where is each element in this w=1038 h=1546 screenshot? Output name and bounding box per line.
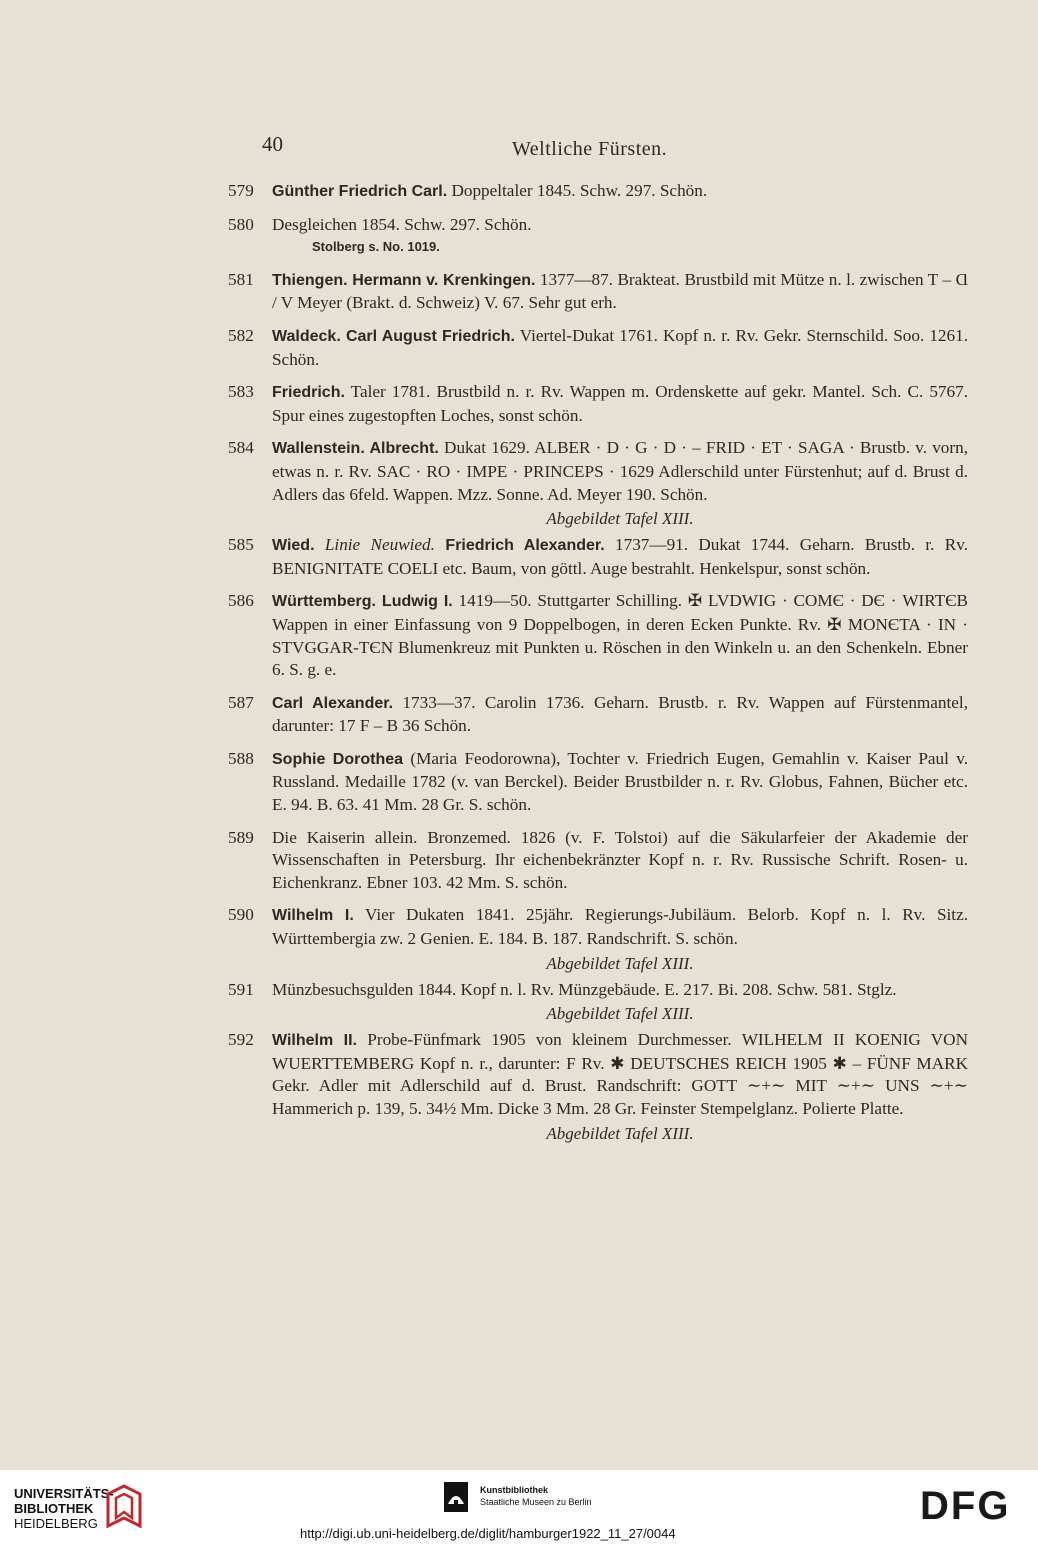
ub-logo-line-1: UNIVERSITÄTS- <box>14 1486 114 1501</box>
entry-body <box>272 904 968 950</box>
entry-text: Münzbesuchsgulden 1844. Kopf n. l. Rv. Münzgebäude. E. 217. Bi. 208. Schw. 581. Stglz. <box>272 979 897 999</box>
entry-text: Die Kaiserin allein. Bronzemed. 1826 (v. F. Tolstoi) auf die Säkularfeier der Akademie der Wissenschaften in Petersburg. Ihr eichenbekränzter Kopf n. r. Rv. Russische Schrift. Rosen- u. Eichenkranz. Ebner 103. 42 Mm. S. schön. <box>272 827 968 892</box>
running-title: Weltliche Fürsten. <box>512 138 668 160</box>
plate-reference: Abgebildet Tafel XIII. <box>546 1123 694 1143</box>
catalog-entry <box>228 590 968 681</box>
plate-reference: Abgebildet Tafel XIII. <box>546 1004 694 1024</box>
ub-heidelberg-logo[interactable] <box>14 1486 114 1531</box>
entry-heading: Thiengen. Hermann v. Krenkingen. <box>272 271 536 289</box>
entry-gap <box>228 261 968 269</box>
entry-body <box>272 214 968 259</box>
entry-number: 583 <box>228 382 254 402</box>
entry-body <box>272 269 968 315</box>
entry-number: 580 <box>228 214 254 234</box>
catalog-entry <box>228 214 968 259</box>
entry-heading: Wilhelm II. <box>272 1032 357 1050</box>
entry-text: (Maria Feodorowna), Tochter v. Friedrich Eugen, Gemahlin v. Kaiser Paul v. Russland. Medaille 1782 (v. van Berckel). Beider Brustbilder n. r. Rv. Globus, Fahnen, Bücher etc. E. 94. B. 63. 41 Mm. 28 Gr. S. schön. <box>272 748 968 815</box>
catalog-entry <box>228 1029 968 1120</box>
footer-bar <box>0 1470 1038 1546</box>
entry-heading-2: Friedrich Alexander. <box>434 537 605 555</box>
entry-text: Probe-Fünfmark 1905 von kleinem Durchmesser. WILHELM II KOENIG VON WUERTTEMBERG Kopf n. r., darunter: F Rv. ✱ DEUTSCHES REICH 1905 ✱ – FÜNF MARK Gekr. Adler mit Adlerschild auf d. Brust. Randschrift: GOTT ∼+∼ MIT ∼+∼ UNS ∼+∼ Hammerich p. 139, 5. 34½ Mm. Dicke 3 Mm. 28 Gr. Feinster Stempelglanz. Polierte Platte. <box>272 1030 968 1118</box>
entry-text: 1377—87. Brakteat. Brustbild mit Mütze n. l. zwischen T – Ɑ / V Meyer (Brakt. d. Schweiz) V. 67. Sehr gut erh. <box>272 269 968 313</box>
entry-heading: Waldeck. Carl August Friedrich. <box>272 327 515 345</box>
catalog-entry <box>228 180 968 204</box>
entry-body <box>272 325 968 371</box>
ub-logo-line-3: HEIDELBERG <box>14 1516 98 1531</box>
entry-number: 584 <box>228 438 254 458</box>
plate-reference: Abgebildet Tafel XIII. <box>546 509 694 529</box>
page-header <box>262 132 962 162</box>
catalog-entry <box>228 325 968 371</box>
catalog-entry <box>228 692 968 738</box>
entry-body <box>272 437 968 506</box>
entry-gap <box>228 819 968 827</box>
entry-text: 1737—91. Dukat 1744. Geharn. Brustb. r. Rv. BENIGNITATE COELI etc. Baum, von göttl. Auge bestrahlt. Henkelspur, sonst schön. <box>272 535 969 578</box>
entry-number: 585 <box>228 535 254 555</box>
ub-emblem-icon <box>106 1484 142 1528</box>
entry-heading: Günther Friedrich Carl. <box>272 183 448 200</box>
entry-heading: Württemberg. Ludwig I. <box>272 593 453 611</box>
entry-number: 590 <box>228 905 254 925</box>
entry-number: 581 <box>228 269 254 289</box>
entry-gap <box>228 740 968 748</box>
entry-number: 582 <box>228 325 254 345</box>
catalog-entries <box>228 180 968 1149</box>
kunstbibliothek-emblem-icon <box>444 1482 468 1512</box>
catalog-entry <box>228 979 968 1002</box>
entry-text: Desgleichen 1854. Schw. 297. Schön. <box>272 214 532 234</box>
entry-text: Doppeltaler 1845. Schw. 297. Schön. <box>447 181 708 200</box>
entry-text: Taler 1781. Brustbild n. r. Rv. Wappen m. Ordenskette auf gekr. Mantel. Sch. C. 5767. Spur eines zugestopften Loches, sonst schön. <box>272 382 968 425</box>
entry-body <box>272 590 968 681</box>
catalog-entry <box>228 748 968 817</box>
entry-text: 1733—37. Carolin 1736. Geharn. Brustb. r. Rv. Wappen auf Fürstenmantel, darunter: 17 F – B 36 Schön. <box>272 692 968 736</box>
catalog-entry <box>228 534 968 580</box>
kb-logo-line-2: Staatliche Museen zu Berlin <box>480 1497 592 1507</box>
plate-reference: Abgebildet Tafel XIII. <box>546 953 694 973</box>
entry-gap <box>228 429 968 437</box>
entry-number: 579 <box>228 181 254 200</box>
entry-text: Vier Dukaten 1841. 25jähr. Regierungs-Jubiläum. Belorb. Kopf n. l. Rv. Sitz. Württembergia zw. 2 Genien. E. 184. B. 187. Randschrift. S. schön. <box>272 905 969 949</box>
entry-body <box>272 180 968 204</box>
dfg-logo[interactable]: DFG <box>920 1484 1011 1528</box>
entry-body <box>272 692 968 738</box>
entry-number: 591 <box>228 979 254 999</box>
catalog-entry <box>228 904 968 950</box>
kunstbibliothek-logo[interactable] <box>480 1484 592 1508</box>
entry-gap <box>228 373 968 381</box>
entry-number: 588 <box>228 748 254 768</box>
entry-text: 1419—50. Stuttgarter Schilling. ✠ LVDWIG · COMЄ · DЄ · WIRTЄB Wappen in einer Einfassung von 9 Doppelbogen, in deren Ecken Punkte. Rv. ✠ MONЄTA · IN · STVGGAR-TЄN Blumenkreuz mit Punkten u. Röschen in den Winkeln u. an den Schenkeln. Ebner 6. S. g. e. <box>272 591 968 680</box>
catalog-entry <box>228 381 968 427</box>
entry-gap <box>228 582 968 590</box>
entry-body <box>272 381 968 427</box>
entry-heading: Sophie Dorothea <box>272 750 404 768</box>
ub-logo-line-2: BIBLIOTHEK <box>14 1501 94 1516</box>
entry-body <box>272 1029 968 1120</box>
entry-heading: Carl Alexander. <box>272 694 394 712</box>
entry-number: 587 <box>228 692 254 712</box>
catalog-entry <box>228 269 968 315</box>
entry-text: Viertel-Dukat 1761. Kopf n. r. Rv. Gekr. Sternschild. Soo. 1261. Schön. <box>272 325 969 369</box>
entry-gap <box>228 684 968 692</box>
entry-heading: Wallenstein. Albrecht. <box>272 440 439 458</box>
entry-heading: Wilhelm I. <box>272 907 354 925</box>
entry-body <box>272 827 968 895</box>
entry-body <box>272 979 968 1002</box>
catalog-entry <box>228 827 968 895</box>
entry-body <box>272 534 968 580</box>
entry-gap <box>228 896 968 904</box>
catalog-entry <box>228 437 968 506</box>
entry-heading: Wied. <box>272 537 315 555</box>
entry-number: 592 <box>228 1030 254 1050</box>
entry-gap <box>228 317 968 325</box>
entry-body <box>272 748 968 817</box>
entry-number: 589 <box>228 827 254 847</box>
entry-gap <box>228 206 968 214</box>
permalink-url[interactable]: http://digi.ub.uni-heidelberg.de/diglit/hamburger1922_11_27/0044 <box>300 1526 676 1541</box>
entry-number: 586 <box>228 591 254 611</box>
kb-logo-line-1: Kunstbibliothek <box>480 1485 548 1495</box>
page-number: 40 <box>262 132 283 156</box>
entry-cross-reference: Stolberg s. No. 1019. <box>312 239 440 255</box>
entry-heading: Friedrich. <box>272 384 345 402</box>
entry-text: Dukat 1629. ALBER · D · G · D · – FRID · ET · SAGA · Brustb. v. vorn, etwas n. r. Rv. SAC · RO · IMPE · PRINCEPS · 1629 Adlerschild unter Fürstenhut; auf d. Brust d. Adlers das 6feld. Wappen. Mzz. Sonne. Ad. Meyer 190. Schön. <box>272 438 969 504</box>
entry-subheading: Linie Neuwied. <box>314 535 435 555</box>
